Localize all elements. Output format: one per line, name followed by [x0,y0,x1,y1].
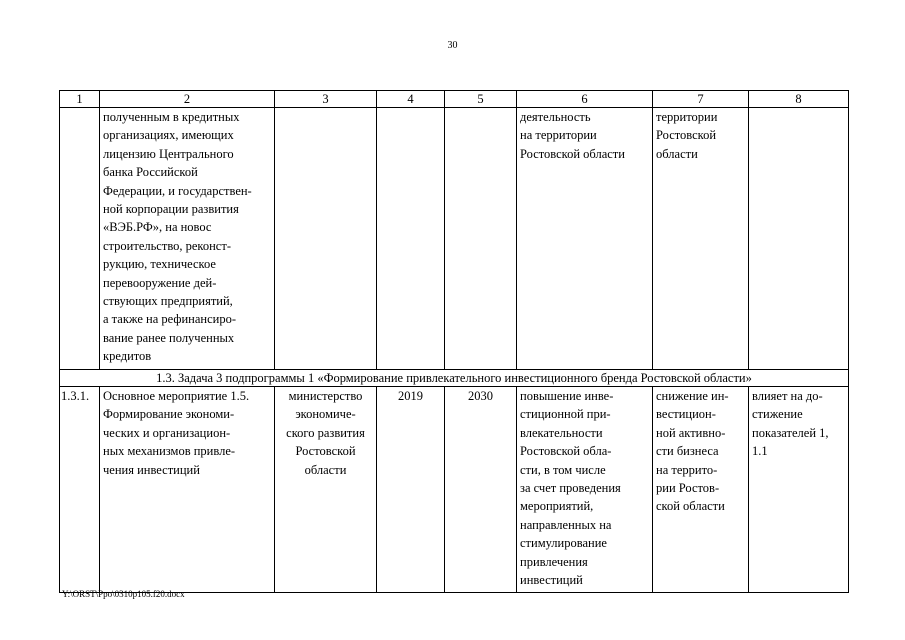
cell-text-line: министерство [288,389,363,403]
column-header: 1 [60,91,100,108]
cell-text-line: Основное мероприятие 1.5. [103,389,250,403]
column-header: 6 [517,91,653,108]
cell-text-line: показателей 1, [752,425,829,440]
cell-text-line: 1.1 [752,444,768,459]
cell-start-year [377,108,445,370]
column-header: 7 [653,91,749,108]
cell-consequences [653,387,749,593]
cell-text-line: на террито- [656,462,718,477]
cell-text-line: лицензию Центрального [103,146,234,161]
cell-description [100,387,275,593]
cell-text-line: Ростовской обла- [520,444,612,459]
cell-indicators [749,108,849,370]
cell-text-line: Федерации, и государствен- [103,183,252,198]
cell-text-line: Ростовской [295,444,356,459]
cell-text-line: ствующих предприятий, [103,294,233,309]
column-header: 5 [445,91,517,108]
section-heading: 1.3. Задача 3 подпрограммы 1 «Формирование привлекательного инвестиционного бренда Ростовской области» [60,370,849,387]
cell-text-line: инвестиций [520,573,583,588]
page-number: 30 [447,40,458,51]
cell-text-line: ной активно- [656,425,726,440]
cell-text-line: влияет на до- [752,389,823,403]
cell-text-line: организациях, имеющих [103,128,234,143]
cell-text-line: Ростовской [656,128,717,143]
cell-text-line: повышение инве- [520,389,614,403]
cell-expected-result [517,387,653,593]
cell-number [60,108,100,370]
cell-text-line: «ВЭБ.РФ», на новос [103,220,212,235]
cell-text-line: территории [656,110,718,124]
cell-end-year [445,108,517,370]
cell-text-line: кредитов [103,349,152,364]
cell-text-line: снижение ин- [656,389,729,403]
cell-text-line: деятельность [520,110,591,124]
column-header: 8 [749,91,849,108]
column-header: 3 [275,91,377,108]
column-number-row [60,91,849,108]
table-row-1-3-1 [60,387,849,593]
cell-text-line: ской области [656,499,725,514]
cell-text-line: области [304,462,347,477]
cell-text-line: рии Ростов- [656,481,720,496]
cell-text-line: привлечения [520,554,588,569]
cell-text-line: а также на рефинансиро- [103,312,236,327]
cell-text-line: вание ранее полученных [103,330,235,345]
section-heading-row [60,370,849,387]
cell-text-line: направленных на [520,517,612,532]
cell-text-line: банка Российской [103,165,198,180]
cell-text-line: Формирование экономи- [103,407,235,422]
cell-end-year: 2030 [445,387,517,593]
cell-text-line: сти, в том числе [520,462,606,477]
cell-text-line: области [656,146,698,161]
cell-text-line: мероприятий, [520,499,594,514]
cell-start-year: 2019 [377,387,445,593]
cell-text-line: чения инвестиций [103,462,200,477]
footer-file-path: Y:\ORST\Ppo\0310p105.f20.docx [62,589,185,599]
cell-text-line: ных механизмов привле- [103,444,236,459]
cell-text-line: ной корпорации развития [103,202,239,217]
cell-text-line: полученным в кредитных [103,110,240,124]
cell-text-line: за счет проведения [520,481,621,496]
cell-text-line: рукцию, техническое [103,257,216,272]
cell-text-line: Ростовской области [520,146,625,161]
table-row-continuation [60,108,849,370]
cell-text-line: строительство, реконст- [103,238,231,253]
cell-text-line: стимулирование [520,536,607,551]
cell-number: 1.3.1. [60,387,100,593]
cell-text-line: стиционной при- [520,407,611,422]
cell-expected-result [517,108,653,370]
cell-text-line: перевооружение дей- [103,275,217,290]
cell-text-line: ческих и организацион- [103,425,231,440]
cell-text-line: на территории [520,128,597,143]
program-table [59,90,849,593]
cell-text-line: влекательности [520,425,603,440]
cell-indicators [749,387,849,593]
column-header: 4 [377,91,445,108]
cell-text-line: сти бизнеса [656,444,719,459]
cell-consequences [653,108,749,370]
cell-responsible [275,108,377,370]
cell-text-line: стижение [752,407,803,422]
cell-text-line: ского развития [286,425,365,440]
cell-text-line: экономиче- [295,407,356,422]
cell-responsible [275,387,377,593]
cell-description [100,108,275,370]
column-header: 2 [100,91,275,108]
cell-text-line: вестицион- [656,407,716,422]
